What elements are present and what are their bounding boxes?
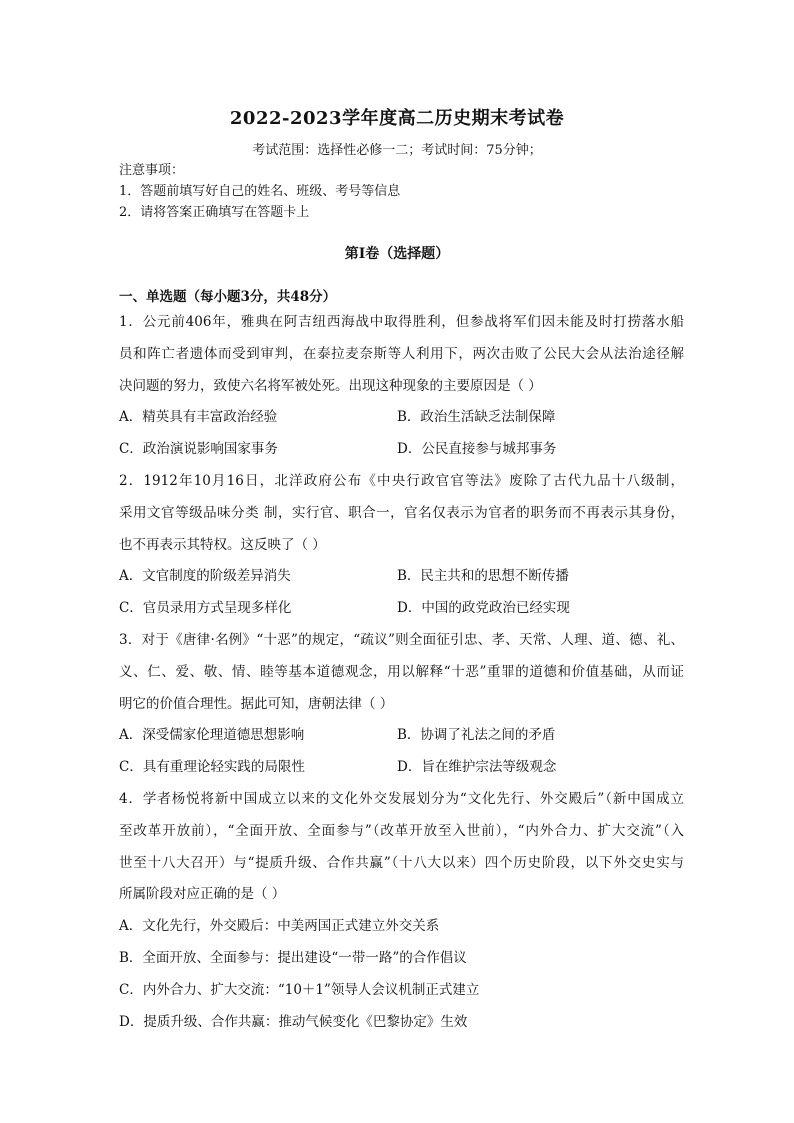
question-text-line: 员和阵亡者遗体而受到审判，在泰拉麦奈斯等人利用下，两次击败了公民大会从法治途径解 — [119, 345, 684, 362]
part-heading: 一、单选题（每小题3分，共48分） — [119, 289, 337, 305]
section-title: 第I卷（选择题） — [344, 246, 450, 262]
option-b[interactable]: B．民主共和的思想不断传播 — [397, 568, 569, 585]
option-d[interactable]: D．公民直接参与城邦事务 — [397, 441, 557, 458]
question-text-line: 4．学者杨悦将新中国成立以来的文化外交发展划分为“文化先行、外交殿后”（新中国成立 — [119, 790, 684, 807]
options-row — [119, 593, 684, 625]
options-row — [119, 561, 684, 593]
notes-item: 1．答题前填写好自己的姓名、班级、考号等信息 — [119, 184, 401, 199]
question-text-line: 义、仁、爱、敬、情、睦等基本道德观念，用以解释“十恶”重罪的道德和价值基础，从而证 — [119, 663, 684, 680]
questions-list — [119, 307, 684, 1038]
question-text-line: 也不再表示其特权。这反映了（ ） — [119, 536, 326, 553]
question-text-line: 至改革开放前），“全面开放、全面参与”（改革开放至入世前），“内外合力、扩大交流”（入 — [119, 822, 684, 839]
option-a[interactable]: A．文官制度的阶级差异消失 — [119, 568, 291, 585]
question-text-line: 2．1912年10月16日，北洋政府公布《中央行政官官等法》废除了古代九品十八级制， — [119, 472, 684, 489]
option-a[interactable]: A．文化先行，外交殿后：中美两国正式建立外交关系 — [119, 918, 440, 935]
option-a[interactable]: A．深受儒家伦理道德思想影响 — [119, 727, 305, 744]
option-d[interactable]: D．中国的政党政治已经实现 — [397, 600, 570, 617]
question-text-line: 采用文官等级品味分类 制，实行官、职合一，官名仅表示为官者的职务而不再表示其身份， — [119, 504, 684, 521]
exam-subtitle: 考试范围：选择性必修一二；考试时间：75分钟； — [252, 143, 542, 158]
notes-block — [119, 160, 400, 223]
option-c[interactable]: C．内外合力、扩大交流：“10＋1”领导人会议机制正式建立 — [119, 981, 480, 998]
option-b[interactable]: B．政治生活缺乏法制保障 — [397, 409, 556, 426]
option-a[interactable]: A．精英具有丰富政治经验 — [119, 409, 278, 426]
notes-item: 2．请将答案正确填写在答题卡上 — [119, 205, 310, 220]
options-row — [119, 434, 684, 466]
option-c[interactable]: C．政治演说影响国家事务 — [119, 441, 278, 458]
option-d[interactable]: D．提质升级、合作共赢：推动气候变化《巴黎协定》生效 — [119, 1013, 468, 1030]
question-text-line: 明它的价值合理性。据此可知，唐朝法律（ ） — [119, 695, 394, 712]
options-row — [119, 752, 684, 784]
option-b[interactable]: B．协调了礼法之间的矛盾 — [397, 727, 556, 744]
exam-title: 2022-2023学年度高二历史期末考试卷 — [229, 108, 565, 129]
option-d[interactable]: D．旨在维护宗法等级观念 — [397, 759, 557, 776]
option-c[interactable]: C．具有重理论轻实践的局限性 — [119, 759, 305, 776]
question-3 — [119, 625, 684, 784]
question-text-line: 1．公元前406年，雅典在阿吉纽西海战中取得胜利，但参战将军们因未能及时打捞落水船 — [119, 314, 684, 330]
question-1 — [119, 307, 684, 466]
options-row — [119, 720, 684, 752]
options-row — [119, 402, 684, 434]
question-text-line: 所属阶段对应正确的是（ ） — [119, 886, 286, 903]
option-b[interactable]: B．全面开放、全面参与：提出建设“一带一路”的合作倡议 — [119, 949, 467, 966]
question-text-line: 决问题的努力，致使六名将军被处死。出现这种现象的主要原因是（ ） — [119, 377, 542, 394]
question-text-line: 世至十八大召开）与“提质升级、合作共赢”（十八大以来）四个历史阶段，以下外交史实与 — [119, 854, 684, 871]
option-c[interactable]: C．官员录用方式呈现多样化 — [119, 600, 292, 617]
question-text-line: 3．对于《唐律·名例》“十恶”的规定，“疏议”则全面征引忠、孝、天常、人理、道、德、礼、 — [119, 631, 684, 648]
notes-heading: 注意事项： — [119, 163, 185, 178]
question-4 — [119, 784, 684, 1038]
question-2 — [119, 466, 684, 625]
